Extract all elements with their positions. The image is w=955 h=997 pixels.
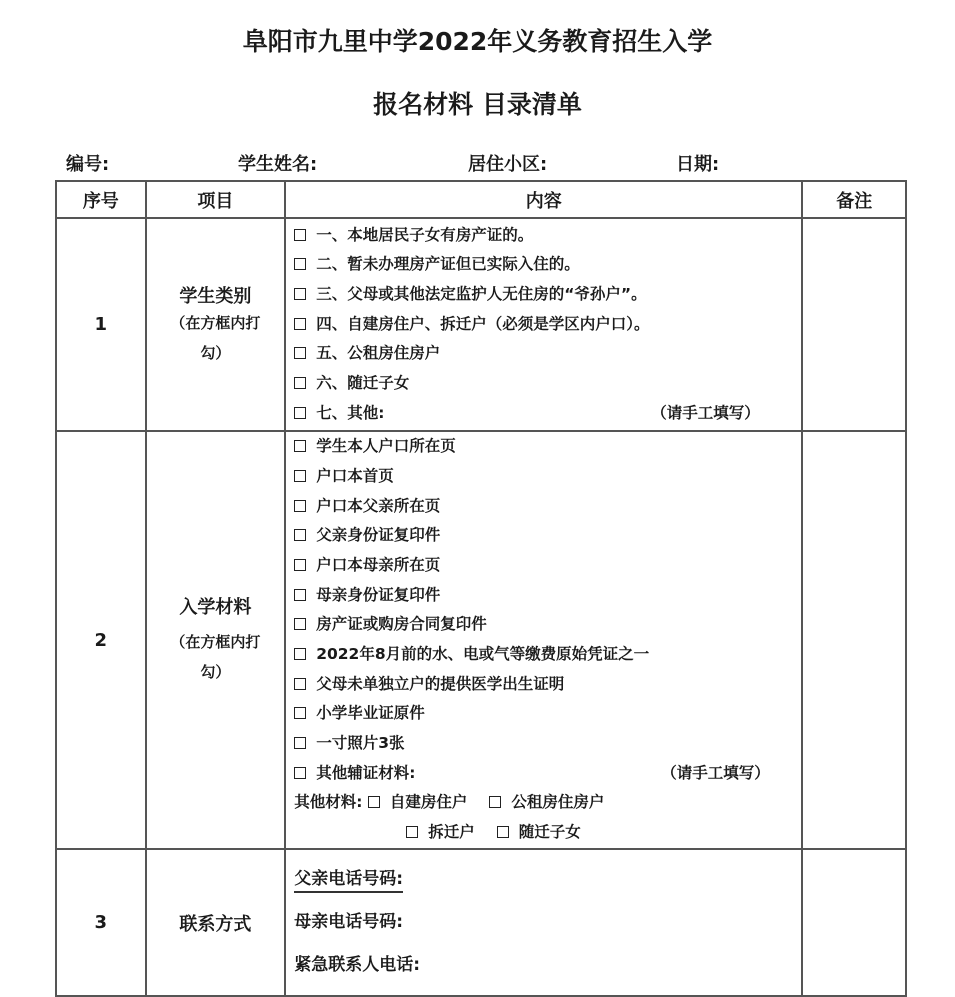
row-content [285,431,802,849]
checkbox[interactable] [294,470,306,482]
remarks-cell[interactable] [802,849,906,996]
mother-phone-label: 母亲电话号码: [294,912,404,932]
checkbox[interactable] [294,529,306,541]
checkbox[interactable] [294,347,306,359]
number-label: 编号: [66,154,110,175]
checkbox[interactable] [294,318,306,330]
mother-phone-field[interactable] [286,901,801,944]
checkbox[interactable] [294,258,306,270]
checkbox-label: 户口本母亲所在页 [316,555,441,574]
table-row [56,218,906,431]
item-note: （在方框内打勾） [170,313,261,362]
header-content: 内容 [285,181,802,218]
checkbox-label: 父亲身份证复印件 [316,526,441,545]
checkbox-item[interactable] [286,729,801,759]
checkbox[interactable] [489,796,501,808]
remarks-cell[interactable] [802,218,906,431]
community-label: 居住小区: [468,154,548,175]
student-name-label: 学生姓名: [238,154,318,175]
checkbox-item[interactable] [286,759,801,789]
option-label: 公租房住房户 [511,793,605,812]
checkbox-item[interactable] [286,399,801,429]
checkbox-item[interactable] [286,521,801,551]
father-phone-field[interactable] [286,858,801,901]
checkbox-label: 四、自建房住户、拆迁户（必须是学区内户口）。 [316,314,650,333]
row-item [146,431,286,849]
checkbox[interactable] [294,678,306,690]
checkbox-item[interactable] [286,551,801,581]
header-item: 项目 [146,181,286,218]
option-label: 自建房住户 [389,793,468,812]
checkbox-label: 七、其他: [316,403,385,422]
checkbox-item[interactable] [286,310,801,340]
checkbox-label: 户口本父亲所在页 [316,496,441,515]
document-title: 阜阳市九里中学2022年义务教育招生入学 [242,27,713,56]
other-material-option[interactable] [368,793,468,811]
row-content [285,849,802,996]
checkbox-item[interactable] [286,699,801,729]
item-label: 入学材料 [179,597,252,618]
emergency-phone-field[interactable] [286,944,801,987]
checkbox-label: 2022年8月前的水、电或气等缴费原始凭证之一 [316,645,650,663]
table-row [56,849,906,996]
checkbox-label: 二、暂未办理房产证但已实际入住的。 [316,255,580,274]
checkbox-label: 父母未单独立户的提供医学出生证明 [316,674,565,693]
checkbox-label: 户口本首页 [316,466,394,485]
document-subtitle: 报名材料 目录清单 [373,90,582,119]
checkbox-label: 母亲身份证复印件 [316,585,441,604]
checkbox-item[interactable] [286,640,801,670]
other-material-option[interactable] [489,793,604,811]
item-note: （在方框内打勾） [170,633,261,681]
checkbox[interactable] [497,826,509,838]
checkbox-label: 三、父母或其他法定监护人无住房的“爷孙户”。 [316,284,647,303]
checkbox[interactable] [294,559,306,571]
checkbox-item[interactable] [286,670,801,700]
checkbox-label: 其他辅证材料: [316,763,416,782]
checkbox[interactable] [294,707,306,719]
table-header [56,181,906,218]
checkbox[interactable] [294,589,306,601]
checkbox[interactable] [294,618,306,630]
checkbox[interactable] [406,826,418,838]
checkbox[interactable] [294,737,306,749]
other-material-option[interactable] [406,823,475,841]
emergency-phone-label: 紧急联系人电话: [294,955,421,975]
row-item: 联系方式 [146,849,286,996]
checkbox-label: 五、公租房住房户 [316,344,441,363]
header-no: 序号 [56,181,146,218]
checkbox-item[interactable] [286,432,801,462]
row-number: 3 [56,849,146,996]
checkbox[interactable] [294,407,306,419]
checkbox-item[interactable] [286,492,801,522]
checkbox[interactable] [294,440,306,452]
row-content [285,218,802,431]
checkbox-label: 小学毕业证原件 [316,704,425,723]
option-label: 拆迁户 [428,823,475,842]
checkbox-label: 一、本地居民子女有房产证的。 [316,225,534,244]
row-number: 1 [56,218,146,431]
checkbox[interactable] [294,377,306,389]
header-remarks: 备注 [802,181,906,218]
checkbox[interactable] [294,767,306,779]
remarks-cell[interactable] [802,431,906,849]
row-number: 2 [56,431,146,849]
checkbox-label: 一寸照片3张 [316,734,405,753]
checkbox-item[interactable] [286,250,801,280]
checkbox-item[interactable] [286,610,801,640]
checkbox-item[interactable] [286,339,801,369]
checkbox-item[interactable] [286,581,801,611]
checkbox[interactable] [294,648,306,660]
option-label: 随迁子女 [518,823,581,842]
checkbox-label: 学生本人户口所在页 [316,437,456,456]
other-material-option[interactable] [497,823,581,841]
checkbox[interactable] [294,229,306,241]
checkbox-item[interactable] [286,280,801,310]
checkbox[interactable] [294,500,306,512]
checkbox[interactable] [294,288,306,300]
checkbox-label: 六、随迁子女 [316,374,410,393]
fill-in-note: （请手工填写） [661,763,770,782]
date-label: 日期: [676,154,720,175]
item-label: 学生类别 [179,285,252,307]
checklist-table [55,180,907,997]
checkbox[interactable] [368,796,380,808]
row-item [146,218,286,431]
checkbox-item[interactable] [286,221,801,251]
checkbox-item[interactable] [286,369,801,399]
other-materials-label: 其他材料: [294,793,368,812]
table-row [56,431,906,849]
checkbox-label: 房产证或购房合同复印件 [316,615,487,634]
checkbox-item[interactable] [286,462,801,492]
other-materials-row [286,818,801,848]
other-materials-row [286,788,801,818]
fill-in-note: （请手工填写） [651,403,760,422]
father-phone-label: 父亲电话号码: [294,869,403,893]
